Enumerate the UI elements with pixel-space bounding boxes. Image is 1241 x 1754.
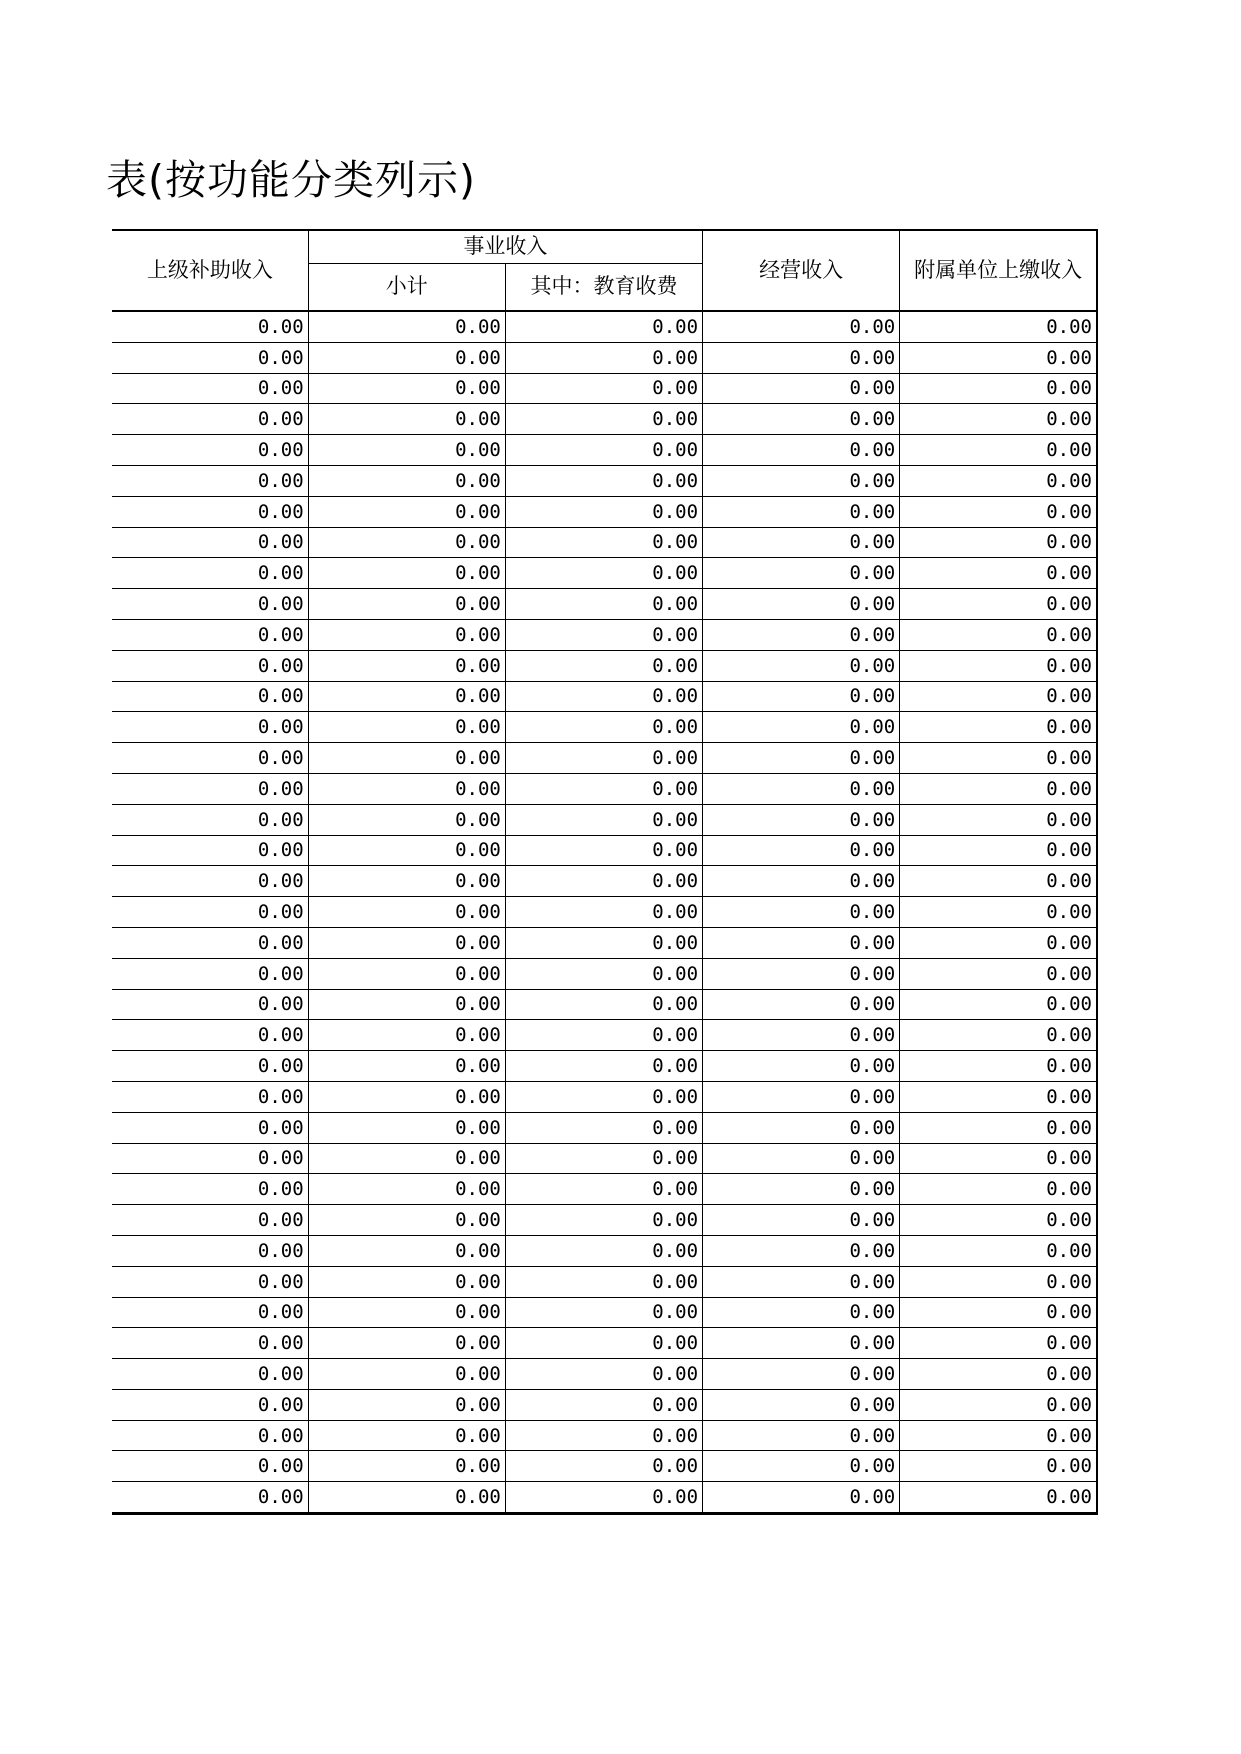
table-row [112, 1174, 1097, 1205]
table-cell: 0.00 [308, 1081, 505, 1112]
table-row [112, 866, 1097, 897]
table-row [112, 1266, 1097, 1297]
table-cell: 0.00 [308, 373, 505, 404]
table-cell: 0.00 [112, 958, 308, 989]
table-cell: 0.00 [308, 650, 505, 681]
table-cell: 0.00 [900, 1359, 1097, 1390]
table-cell: 0.00 [308, 558, 505, 589]
table-cell: 0.00 [703, 897, 900, 928]
table-cell: 0.00 [900, 1482, 1097, 1514]
table-cell: 0.00 [112, 1143, 308, 1174]
table-cell: 0.00 [505, 743, 702, 774]
table-cell: 0.00 [900, 465, 1097, 496]
table-cell: 0.00 [703, 958, 900, 989]
table-cell: 0.00 [308, 897, 505, 928]
table-cell: 0.00 [505, 1051, 702, 1082]
table-row [112, 773, 1097, 804]
table-cell: 0.00 [112, 527, 308, 558]
table-cell: 0.00 [900, 558, 1097, 589]
table-row [112, 897, 1097, 928]
table-row [112, 342, 1097, 373]
column-header-affiliated-unit-remittance: 附属单位上缴收入 [900, 230, 1097, 311]
table-cell: 0.00 [505, 681, 702, 712]
table-cell: 0.00 [308, 1451, 505, 1482]
table-cell: 0.00 [308, 435, 505, 466]
table-cell: 0.00 [703, 1020, 900, 1051]
table-cell: 0.00 [900, 1051, 1097, 1082]
table-row [112, 1143, 1097, 1174]
table-row [112, 1328, 1097, 1359]
table-cell: 0.00 [703, 558, 900, 589]
table-cell: 0.00 [308, 989, 505, 1020]
table-cell: 0.00 [308, 866, 505, 897]
table-cell: 0.00 [112, 897, 308, 928]
table-row [112, 989, 1097, 1020]
table-row [112, 435, 1097, 466]
table-cell: 0.00 [505, 1359, 702, 1390]
table-cell: 0.00 [900, 619, 1097, 650]
table-cell: 0.00 [703, 804, 900, 835]
table-cell: 0.00 [505, 773, 702, 804]
table-cell: 0.00 [112, 835, 308, 866]
table-cell: 0.00 [703, 650, 900, 681]
table-cell: 0.00 [112, 866, 308, 897]
table-cell: 0.00 [308, 681, 505, 712]
table-cell: 0.00 [308, 1482, 505, 1514]
table-cell: 0.00 [112, 1389, 308, 1420]
table-cell: 0.00 [900, 1420, 1097, 1451]
table-cell: 0.00 [308, 496, 505, 527]
table-cell: 0.00 [900, 496, 1097, 527]
table-cell: 0.00 [703, 1235, 900, 1266]
table-cell: 0.00 [308, 1420, 505, 1451]
table-cell: 0.00 [308, 342, 505, 373]
table-cell: 0.00 [900, 773, 1097, 804]
table-cell: 0.00 [505, 342, 702, 373]
table-cell: 0.00 [900, 1235, 1097, 1266]
table-row [112, 619, 1097, 650]
table-cell: 0.00 [308, 1389, 505, 1420]
table-cell: 0.00 [505, 373, 702, 404]
table-row [112, 527, 1097, 558]
table-cell: 0.00 [703, 1174, 900, 1205]
table-cell: 0.00 [112, 496, 308, 527]
table-cell: 0.00 [505, 866, 702, 897]
table-cell: 0.00 [505, 897, 702, 928]
table-body [112, 311, 1097, 1514]
table-cell: 0.00 [112, 435, 308, 466]
table-cell: 0.00 [703, 712, 900, 743]
table-cell: 0.00 [112, 712, 308, 743]
table-cell: 0.00 [505, 1112, 702, 1143]
table-cell: 0.00 [703, 1420, 900, 1451]
table-cell: 0.00 [112, 1051, 308, 1082]
table-cell: 0.00 [703, 1297, 900, 1328]
table-cell: 0.00 [505, 1081, 702, 1112]
table-cell: 0.00 [505, 1143, 702, 1174]
table-cell: 0.00 [505, 465, 702, 496]
table-cell: 0.00 [703, 1359, 900, 1390]
table-cell: 0.00 [703, 373, 900, 404]
table-cell: 0.00 [505, 1389, 702, 1420]
table-cell: 0.00 [900, 589, 1097, 620]
table-cell: 0.00 [900, 804, 1097, 835]
table-cell: 0.00 [703, 311, 900, 342]
table-cell: 0.00 [703, 743, 900, 774]
table-cell: 0.00 [900, 927, 1097, 958]
table-cell: 0.00 [112, 311, 308, 342]
table-cell: 0.00 [112, 558, 308, 589]
table-cell: 0.00 [308, 958, 505, 989]
table-cell: 0.00 [900, 527, 1097, 558]
table-row [112, 1112, 1097, 1143]
table-cell: 0.00 [505, 589, 702, 620]
table-cell: 0.00 [112, 1081, 308, 1112]
table-cell: 0.00 [900, 435, 1097, 466]
table-cell: 0.00 [900, 373, 1097, 404]
table-cell: 0.00 [308, 1235, 505, 1266]
table-cell: 0.00 [703, 1482, 900, 1514]
table-row [112, 927, 1097, 958]
table-cell: 0.00 [112, 804, 308, 835]
table-row [112, 1020, 1097, 1051]
table-cell: 0.00 [308, 527, 505, 558]
table-row [112, 465, 1097, 496]
table-cell: 0.00 [505, 1328, 702, 1359]
table-cell: 0.00 [112, 589, 308, 620]
table-row [112, 1297, 1097, 1328]
table-cell: 0.00 [900, 989, 1097, 1020]
table-cell: 0.00 [900, 681, 1097, 712]
table-cell: 0.00 [900, 1297, 1097, 1328]
table-cell: 0.00 [900, 1451, 1097, 1482]
page-title: 表(按功能分类列示) [106, 156, 476, 204]
table-cell: 0.00 [112, 1235, 308, 1266]
table-row [112, 1081, 1097, 1112]
table-cell: 0.00 [308, 1112, 505, 1143]
table-row [112, 373, 1097, 404]
column-group-header-business-income: 事业收入 [308, 230, 702, 264]
table-cell: 0.00 [308, 835, 505, 866]
table-cell: 0.00 [112, 619, 308, 650]
table-cell: 0.00 [900, 743, 1097, 774]
table-cell: 0.00 [112, 743, 308, 774]
table-cell: 0.00 [703, 773, 900, 804]
table-cell: 0.00 [703, 619, 900, 650]
table-cell: 0.00 [505, 927, 702, 958]
table-cell: 0.00 [505, 1235, 702, 1266]
table-cell: 0.00 [505, 989, 702, 1020]
column-header-education-fees: 其中：教育收费 [505, 264, 702, 312]
table-cell: 0.00 [703, 866, 900, 897]
table-cell: 0.00 [900, 404, 1097, 435]
table-cell: 0.00 [112, 1482, 308, 1514]
table-cell: 0.00 [900, 650, 1097, 681]
table-cell: 0.00 [703, 1451, 900, 1482]
column-header-operating-income: 经营收入 [703, 230, 900, 311]
table-cell: 0.00 [703, 1051, 900, 1082]
table-cell: 0.00 [703, 404, 900, 435]
table-cell: 0.00 [308, 1205, 505, 1236]
table-cell: 0.00 [900, 1020, 1097, 1051]
table-cell: 0.00 [112, 650, 308, 681]
table-cell: 0.00 [703, 681, 900, 712]
table-cell: 0.00 [900, 958, 1097, 989]
table-cell: 0.00 [505, 650, 702, 681]
table-row [112, 496, 1097, 527]
table-cell: 0.00 [505, 712, 702, 743]
table-cell: 0.00 [900, 311, 1097, 342]
data-table [112, 229, 1098, 1515]
table-cell: 0.00 [308, 589, 505, 620]
table-cell: 0.00 [308, 1328, 505, 1359]
table-cell: 0.00 [703, 835, 900, 866]
table-cell: 0.00 [703, 465, 900, 496]
table-cell: 0.00 [505, 1451, 702, 1482]
table-cell: 0.00 [703, 435, 900, 466]
table-row [112, 650, 1097, 681]
table-cell: 0.00 [505, 1174, 702, 1205]
table-row [112, 835, 1097, 866]
table-cell: 0.00 [112, 1205, 308, 1236]
table-row [112, 1482, 1097, 1514]
table-cell: 0.00 [308, 1143, 505, 1174]
table-cell: 0.00 [505, 804, 702, 835]
table-cell: 0.00 [505, 1020, 702, 1051]
table-row [112, 589, 1097, 620]
table-cell: 0.00 [112, 927, 308, 958]
table-row [112, 311, 1097, 342]
table-cell: 0.00 [505, 1266, 702, 1297]
table-cell: 0.00 [703, 1112, 900, 1143]
table-cell: 0.00 [703, 589, 900, 620]
table-row [112, 558, 1097, 589]
table-cell: 0.00 [112, 681, 308, 712]
table-cell: 0.00 [703, 1205, 900, 1236]
table-cell: 0.00 [308, 1020, 505, 1051]
table-cell: 0.00 [703, 342, 900, 373]
table-cell: 0.00 [112, 1112, 308, 1143]
table-cell: 0.00 [112, 404, 308, 435]
table-row [112, 404, 1097, 435]
table-cell: 0.00 [112, 373, 308, 404]
table-cell: 0.00 [308, 1359, 505, 1390]
table-cell: 0.00 [505, 958, 702, 989]
table-cell: 0.00 [505, 311, 702, 342]
table-cell: 0.00 [703, 1143, 900, 1174]
table-cell: 0.00 [505, 1297, 702, 1328]
table-cell: 0.00 [308, 404, 505, 435]
table-cell: 0.00 [505, 558, 702, 589]
table-cell: 0.00 [308, 1051, 505, 1082]
table-cell: 0.00 [900, 1174, 1097, 1205]
table-cell: 0.00 [703, 1081, 900, 1112]
table-cell: 0.00 [112, 773, 308, 804]
table-row [112, 1051, 1097, 1082]
table-cell: 0.00 [308, 1174, 505, 1205]
table-cell: 0.00 [703, 989, 900, 1020]
table-cell: 0.00 [505, 435, 702, 466]
table-cell: 0.00 [900, 1328, 1097, 1359]
table-cell: 0.00 [112, 1328, 308, 1359]
table-cell: 0.00 [703, 496, 900, 527]
table-cell: 0.00 [900, 1389, 1097, 1420]
table-cell: 0.00 [308, 1297, 505, 1328]
table-row [112, 1359, 1097, 1390]
table-cell: 0.00 [900, 1205, 1097, 1236]
table-cell: 0.00 [505, 527, 702, 558]
table-cell: 0.00 [900, 1143, 1097, 1174]
table-cell: 0.00 [505, 1420, 702, 1451]
table-header [112, 230, 1097, 311]
table-cell: 0.00 [112, 1020, 308, 1051]
table-cell: 0.00 [900, 835, 1097, 866]
table-cell: 0.00 [112, 989, 308, 1020]
table-cell: 0.00 [703, 927, 900, 958]
table-row [112, 1389, 1097, 1420]
table-cell: 0.00 [112, 1451, 308, 1482]
table-row [112, 804, 1097, 835]
table-cell: 0.00 [703, 1266, 900, 1297]
table-cell: 0.00 [112, 1297, 308, 1328]
table-cell: 0.00 [112, 342, 308, 373]
table-cell: 0.00 [900, 897, 1097, 928]
table-cell: 0.00 [703, 527, 900, 558]
table-cell: 0.00 [308, 465, 505, 496]
table-row [112, 743, 1097, 774]
table-row [112, 1235, 1097, 1266]
table-cell: 0.00 [505, 404, 702, 435]
table-cell: 0.00 [308, 804, 505, 835]
table-cell: 0.00 [900, 1081, 1097, 1112]
column-header-superior-subsidy-income: 上级补助收入 [112, 230, 308, 311]
table-cell: 0.00 [703, 1328, 900, 1359]
table-row [112, 1205, 1097, 1236]
table-cell: 0.00 [900, 342, 1097, 373]
table-cell: 0.00 [308, 773, 505, 804]
table-cell: 0.00 [900, 866, 1097, 897]
table-cell: 0.00 [112, 1359, 308, 1390]
table-row [112, 712, 1097, 743]
table-cell: 0.00 [900, 712, 1097, 743]
table-cell: 0.00 [112, 1420, 308, 1451]
table-cell: 0.00 [308, 619, 505, 650]
table-row [112, 958, 1097, 989]
table-cell: 0.00 [308, 1266, 505, 1297]
table-cell: 0.00 [900, 1112, 1097, 1143]
table-cell: 0.00 [112, 465, 308, 496]
table-cell: 0.00 [112, 1266, 308, 1297]
table-row [112, 1451, 1097, 1482]
table-row [112, 681, 1097, 712]
table-cell: 0.00 [900, 1266, 1097, 1297]
table-cell: 0.00 [112, 1174, 308, 1205]
table-cell: 0.00 [308, 311, 505, 342]
table-cell: 0.00 [308, 712, 505, 743]
table-row [112, 1420, 1097, 1451]
table-cell: 0.00 [505, 1205, 702, 1236]
table-cell: 0.00 [505, 496, 702, 527]
table-cell: 0.00 [505, 619, 702, 650]
table-cell: 0.00 [505, 835, 702, 866]
column-header-subtotal: 小计 [308, 264, 505, 312]
table-cell: 0.00 [308, 743, 505, 774]
table-cell: 0.00 [308, 927, 505, 958]
table-cell: 0.00 [505, 1482, 702, 1514]
table-cell: 0.00 [703, 1389, 900, 1420]
